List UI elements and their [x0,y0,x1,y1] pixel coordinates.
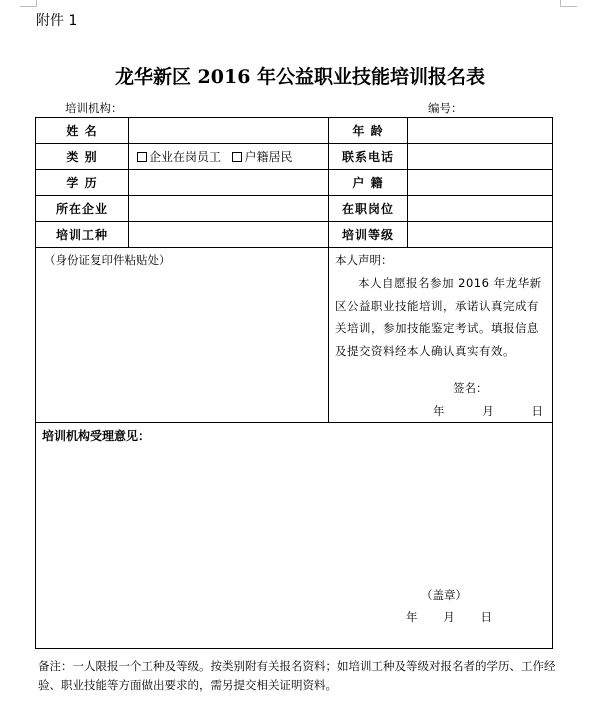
opinion-date [406,609,492,625]
number-label: 编号： [428,101,463,115]
label-category: 类 别 [36,144,129,170]
field-education[interactable] [129,170,329,196]
footnote: 备注：一人限报一个工种及等级。按类别附有关报名资料；如培训工种及等级对报名者的学历、工作经验、职业技能等方面做出要求的，需另提交相关证明资料。 [38,659,556,692]
date-day: 日 [531,404,543,418]
option-resident: 户籍居民 [244,150,293,164]
checkbox-resident[interactable] [232,152,242,162]
label-age: 年 龄 [329,118,408,144]
field-category [129,144,329,170]
field-level[interactable] [408,222,553,248]
registration-table [35,117,553,649]
label-name: 姓 名 [36,118,129,144]
institution-opinion-area[interactable] [36,423,553,649]
id-photo-note: （身份证复印件粘贴处） [44,253,171,267]
declaration-area [329,248,553,423]
checkbox-employee[interactable] [137,152,147,162]
label-phone: 联系电话 [329,144,408,170]
declaration-date [433,403,543,419]
field-name[interactable] [129,118,329,144]
option-employee: 企业在岗员工 [149,150,222,164]
date-year: 年 [433,404,445,418]
declaration-title: 本人声明： [335,253,393,267]
label-education: 学 历 [36,170,129,196]
institution-label: 培训机构： [65,101,123,115]
label-position: 在职岗位 [329,196,408,222]
field-phone[interactable] [408,144,553,170]
crop-mark-top-left [20,0,37,7]
field-household[interactable] [408,170,553,196]
attachment-label: 附件 1 [36,13,78,29]
signature-label: 签名： [453,381,488,395]
declaration-body: 本人自愿报名参加 2016 年龙华新区公益职业技能培训，承诺认真完成有关培训，参加技能鉴定考试。填报信息及提交资料经本人确认真实有效。 [335,276,542,358]
stamp-label: （盖章） [421,588,467,602]
field-company[interactable] [129,196,329,222]
label-company: 所在企业 [36,196,129,222]
crop-mark-top-right [560,0,577,7]
label-level: 培训等级 [329,222,408,248]
op-date-month: 月 [443,610,455,624]
op-date-year: 年 [406,610,418,624]
opinion-title: 培训机构受理意见： [42,429,151,443]
op-date-day: 日 [480,610,492,624]
field-position[interactable] [408,196,553,222]
date-month: 月 [482,404,494,418]
id-photo-area[interactable] [36,248,329,423]
label-household: 户 籍 [329,170,408,196]
field-age[interactable] [408,118,553,144]
label-trade: 培训工种 [36,222,129,248]
form-title: 龙华新区 2016 年公益职业技能培训报名表 [114,66,486,88]
field-trade[interactable] [129,222,329,248]
